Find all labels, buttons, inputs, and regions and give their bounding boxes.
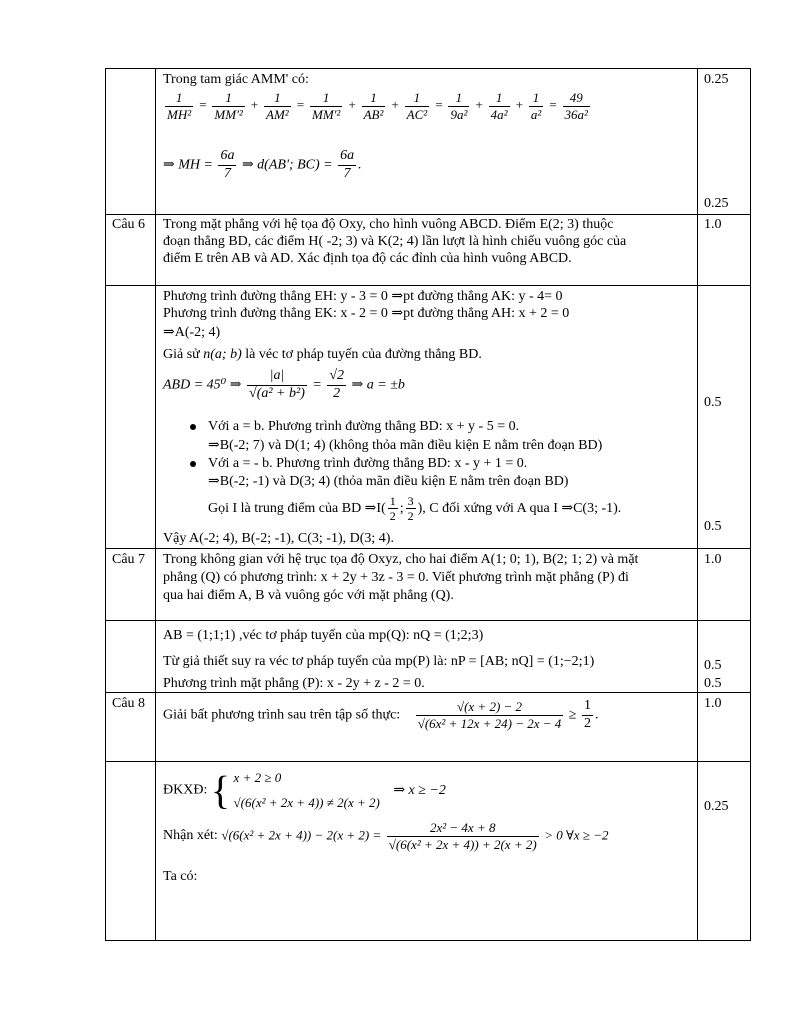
frac-den: 2 [583,715,591,731]
distance-result [163,148,362,183]
domain-line [163,766,446,815]
frac-num: 6a [218,148,236,166]
ge-sign: ≥ [568,707,577,723]
question-label: Câu 7 [112,552,146,567]
result: ⇒ a = ±b [351,377,405,393]
frac-den: √(a² + b²) [249,385,305,401]
condition: x + 2 ≥ 0 [233,770,282,785]
table-border-bottom [105,940,750,941]
mh-end: . [358,157,362,173]
row-divider [105,620,750,621]
frac-den: √(6x² + 12x + 24) − 2x − 4 [417,715,562,731]
frac-den: 7 [223,165,231,181]
score: 0.5 [704,395,722,410]
row-divider [105,285,750,286]
bullet-item [190,456,527,472]
text: Giả sử [163,347,200,362]
normal-vector: n(a; b) [203,347,242,362]
conclusion: Vậy A(-2; 4), B(-2; -1), C(3; -1), D(3; 4). [163,531,394,546]
frac-den: MM'² [214,106,243,122]
solution-line: ⇒A(-2; 4) [163,325,221,340]
mh-prefix: ⇒ MH = [163,157,213,173]
frac-den: 36a² [564,106,588,122]
frac-den: 9a² [450,106,468,122]
question-text: qua hai điểm A, B và vuông góc với mặt phẳng (Q). [163,588,454,603]
inequality-line [163,698,598,733]
row-divider [105,548,750,549]
solution-line: ⇒B(-2; 7) và D(1; 4) (không thỏa mãn điều kiện E nằm trên đoạn BD) [208,438,603,453]
frac-den: a² [530,106,542,122]
question-text: Giải bất phương trình sau trên tập số thực: [163,707,401,723]
frac-num: 1 [264,90,291,107]
solution-line: Phương trình đường thẳng EK: x - 2 = 0 ⇒pt đường thẳng AH: x + 2 = 0 [163,306,570,321]
solution-line: Phương trình đường thẳng EH: y - 3 = 0 ⇒pt đường thẳng AK: y - 4= 0 [163,289,563,304]
brace-icon: { [210,767,231,813]
solution-line: Phương trình mặt phẳng (P): x - 2y + z - 2 = 0. [163,676,425,691]
solution-line: Từ giả thiết suy ra véc tơ pháp tuyến của mp(P) là: nP = [AB; nQ] = (1;−2;1) [163,654,595,669]
frac-den: 2 [389,509,396,524]
frac-den: 4a² [490,106,508,122]
angle-equation [163,368,405,403]
frac-den: AC² [406,106,428,122]
row-divider [105,692,750,693]
score: 0.5 [704,658,722,673]
score: 0.25 [704,196,729,211]
frac-num: √2 [327,368,346,386]
table-border-left [105,68,106,941]
frac-den: 7 [343,165,351,181]
question-text: Trong mặt phẳng với hệ tọa độ Oxy, cho hình vuông ABCD. Điểm E(2; 3) thuộc [163,217,614,232]
question-text: Trong không gian với hệ trục tọa độ Oxyz, cho hai điểm A(1; 0; 1), B(2; 1; 2) và mặt [163,552,639,567]
midpoint-line [208,494,621,524]
frac-den: AB² [363,106,384,122]
nx-lhs: √(6(x² + 2x + 4)) − 2(x + 2) = [221,827,382,843]
frac-den: 2 [407,509,414,524]
bullet-item [190,419,519,435]
score: 0.5 [704,676,722,691]
solution-line: AB = (1;1;1) ,véc tơ pháp tuyến của mp(Q): nQ = (1;2;3) [163,628,484,643]
row-divider [105,214,750,215]
text: Gọi I là trung điểm của BD ⇒I( [208,501,386,517]
table-border-col2 [697,68,698,941]
harmonic-equation: $\frac{1}{\text{MH²}}$ = $\frac{1}{\text{MM'²}}$ + $\frac{1}{\text{AM²}}$ = $\frac{1}{\text{MM'²}}$ + $\frac{1}{\text{AB²}}$ + $\frac{1}{\text{AC²}}$ = $\frac{1}{\text{9a²}}$ + $\frac{1}{\text{4a²}}$ + $\frac{1}{\text{a²}}$ = $\frac{49}{\text{36a²}}$ [167,90,588,122]
frac-num: 1 [489,90,510,107]
bullet-text: Với a = - b. Phương trình đường thẳng BD: x - y + 1 = 0. [208,456,528,471]
solution-line: ⇒B(-2; -1) và D(3; 4) (thỏa mãn điều kiện E nằm trên đoạn BD) [208,474,569,489]
frac-num: 1 [389,494,396,508]
score: 1.0 [704,696,722,711]
frac-num: 2x² − 4x + 8 [387,820,539,837]
frac-num: 1 [212,90,244,107]
score: 1.0 [704,217,722,232]
frac-num: 1 [529,90,543,107]
frac-num: 6a [338,148,356,166]
condition: √(6(x² + 2x + 4)) ≠ 2(x + 2) [233,794,380,810]
question-text: đoạn thẳng BD, các điểm H( -2; 3) và K(2; 4) lần lượt là hình chiếu vuông góc của [163,234,627,249]
remark-line [163,820,608,852]
frac-num: |a| [247,368,307,386]
frac-num: √(x + 2) − 2 [416,699,564,716]
ta-co: Ta có: [163,869,198,884]
score: 0.25 [704,799,729,814]
nx-end: > 0 ∀x ≥ −2 [544,827,609,843]
solution-line [163,347,482,363]
dk-label: ĐKXĐ: [163,782,208,798]
frac-num: 1 [448,90,469,107]
triangle-intro: Trong tam giác AMM' có: [163,72,309,87]
table-border-top [105,68,750,69]
frac-num: 1 [405,90,430,107]
frac-num: 1 [165,90,193,107]
text: ), C đối xứng với A qua I ⇒C(3; -1). [417,501,622,517]
frac-den: MH² [167,106,192,122]
frac-den: AM² [266,106,289,122]
score: 0.5 [704,519,722,534]
table-border-col1 [155,68,156,941]
implication: ⇒ x ≥ −2 [393,782,446,798]
bullet-icon [190,424,196,430]
nx-label: Nhận xét: [163,828,218,844]
score: 1.0 [704,552,722,567]
angle-text: ABD = 45⁰ ⇒ [163,377,242,393]
frac-den: MM'² [311,106,341,122]
text: . [594,707,599,723]
text: là véc tơ pháp tuyến của đường thẳng BD. [245,347,482,362]
row-divider [105,761,750,762]
text: ; [399,501,404,517]
bullet-text: Với a = b. Phương trình đường thẳng BD: x + y - 5 = 0. [208,419,520,434]
frac-num: 1 [362,90,386,107]
frac-num: 1 [310,90,342,107]
frac-num: 3 [407,494,414,508]
frac-num: 1 [582,698,593,716]
frac-den: √(6(x² + 2x + 4)) + 2(x + 2) [388,836,537,852]
question-label: Câu 6 [112,217,146,232]
question-label: Câu 8 [112,696,146,711]
equals: = [312,377,322,393]
table-border-right [750,68,751,941]
question-text: phẳng (Q) có phương trình: x + 2y + 3z - 3 = 0. Viết phương trình mặt phẳng (P) đi [163,570,629,585]
question-text: điểm E trên AB và AD. Xác định tọa độ các đỉnh của hình vuông ABCD. [163,251,572,266]
bullet-icon [190,461,196,467]
score: 0.25 [704,72,729,87]
frac-den: 2 [333,385,341,401]
mh-mid: ⇒ d(AB'; BC) = [241,157,333,173]
frac-num: 49 [563,90,590,107]
